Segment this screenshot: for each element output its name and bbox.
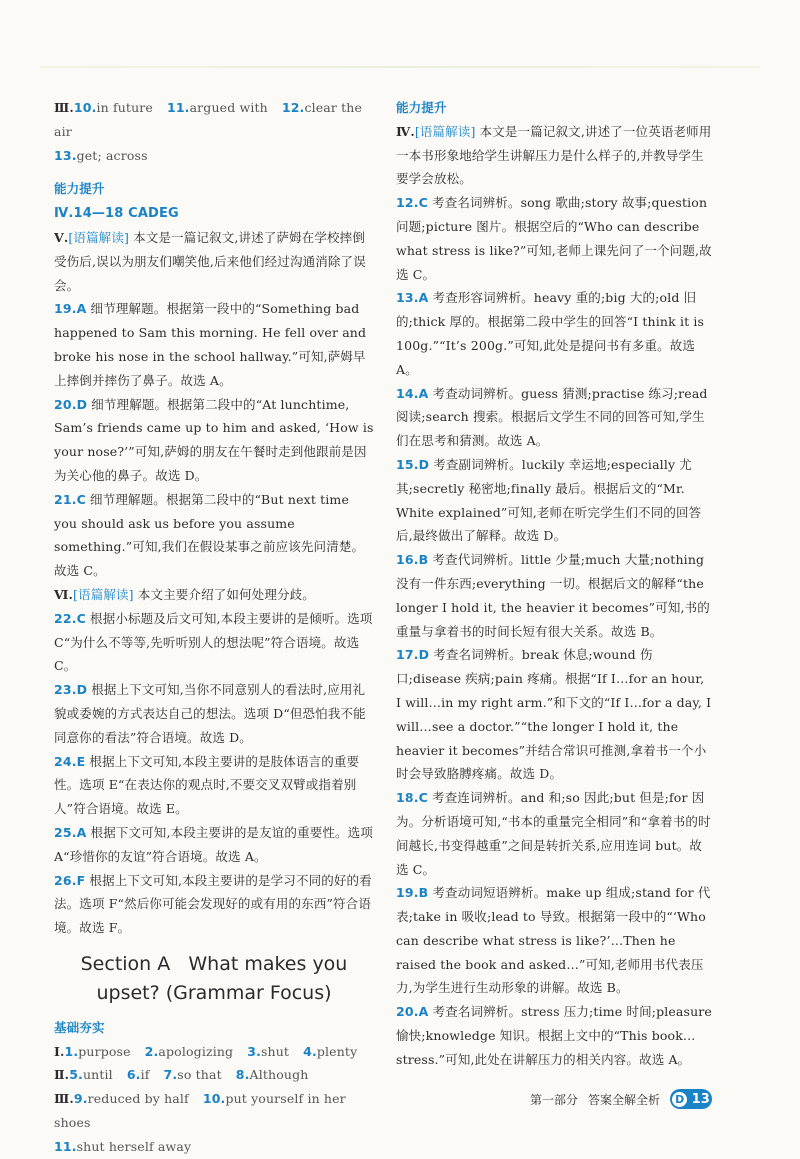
answer-12: 12.C 考查名词辨析。song 歌曲;story 故事;question 问题;picture 图片。根据空后的“Who can describe what stress is like?”可知,老师上课先问了一个问题,故选 C。 (396, 195, 712, 282)
vi-intro: Ⅵ.[语篇解读] 本文主要介绍了如何处理分歧。 (54, 586, 315, 602)
page-number: 13 (691, 1091, 710, 1107)
iv-intro: Ⅳ.[语篇解读] 本文是一篇记叙文,讲述了一位英语老师用一本书形象地给学生讲解压力是什么样子的,并教导学生要学会放松。 (396, 123, 712, 187)
answer-23: 23.D 根据上下文可知,当你不同意别人的看法时,应用礼貌或委婉的方式表达自己的想法。选项 D“但恐怕我不能同意你的看法”符合语境。故选 D。 (54, 682, 366, 745)
answer-row-iii: Ⅲ.10.in future 11.argued with 12.clear the air (54, 100, 363, 139)
answer-20: 20.D 细节理解题。根据第二段中的“At lunchtime, Sam’s friends came up to him and asked, ‘How is your nose?’”可知,萨姆的朋友在午餐时走到他跟前是因为关心他的鼻子。故选 D。 (54, 396, 374, 483)
answer-row-13: 13.get; across (54, 147, 148, 163)
v-intro: Ⅴ.[语篇解读] 本文是一篇记叙文,讲述了萨姆在学校摔倒受伤后,误以为朋友们嘲笑他,后来他们经过沟通消除了误会。 (54, 229, 366, 293)
answer-15: 15.D 考查副词辨析。luckily 幸运地;especially 尤其;secretly 秘密地;finally 最后。根据后文的“Mr. White explained”可知,老师在听完学生们不同的回答后,最终做出了解释。故选 D。 (396, 456, 702, 544)
answer-13: 13.A 考查形容词辨析。heavy 重的;big 大的;old 旧的;thick 厚的。根据第二段中学生的回答“I think it is 100g.”“It’s 200g.”可知,此处是提问书有多重。故选 A。 (396, 290, 705, 377)
heading-basic: 基础夯实 (54, 1019, 105, 1035)
answer-19-right: 19.B 考查动词短语辨析。make up 组成;stand for 代表;take in 吸收;lead to 导致。根据第一段中的“‘Who can describe what stress is like?’…Then he raised the book and asked…”可知,老师用书代表压力,为学生进行生动形象的讲解。故选 B。 (396, 885, 711, 996)
section-title: Section A What makes you upset? (Grammar Focus) (80, 952, 348, 1004)
answer-26: 26.F 根据上下文可知,本段主要讲的是学习不同的好的看法。选项 F“然后你可能会发现好的或有用的东西”符合语境。故选 F。 (54, 872, 372, 936)
heading-ability-right: 能力提升 (396, 100, 447, 115)
answer-24: 24.E 根据上下文可知,本段主要讲的是肢体语言的重要性。选项 E“在表达你的观点时,不要交叉双臂或指着别人”符合语境。故选 E。 (54, 753, 360, 817)
answer-row-iii-2: Ⅲ.9.reduced by half 10.put yourself in her shoes (54, 1091, 346, 1131)
answer-14: 14.A 考查动词辨析。guess 猜测;practise 练习;read 阅读;search 搜索。根据后文学生不同的回答可知,学生们在思考和猜测。故选 A。 (396, 385, 708, 449)
heading-ability: 能力提升 (54, 181, 105, 197)
right-column (396, 96, 712, 1072)
answer-row-i: Ⅰ.1.purpose 2.apologizing 3.shut 4.plenty (54, 1043, 358, 1059)
answer-20-right: 20.A 考查名词辨析。stress 压力;time 时间;pleasure 愉快;knowledge 知识。根据上文中的“This book…stress.”可知,此处在讲解压力的相关内容。故选 A。 (396, 1004, 712, 1067)
left-column (54, 96, 374, 1159)
answer-19: 19.A 细节理解题。根据第一段中的“Something bad happened to Sam this morning. He fell over and broke his nose in the school hallway.”可知,萨姆早上摔倒并摔伤了鼻子。故选 A。 (54, 301, 367, 388)
answer-22: 22.C 根据小标题及后文可知,本段主要讲的是倾听。选项 C“为什么不等等,先听听别人的想法呢”符合语境。故选 C。 (54, 610, 373, 674)
page-number-badge (670, 1089, 712, 1109)
answer-21: 21.C 细节理解题。根据第二段中的“But next time you should ask us before you assume something.”可知,我们在假设某事之前应该先问清楚。故选 C。 (54, 491, 365, 579)
footer-caption: 第一部分 答案全解全析 (529, 1093, 660, 1107)
top-rule (40, 66, 760, 68)
answer-17: 17.D 考查名词辨析。break 休息;wound 伤口;disease 疾病;pain 疼痛。根据“If I…for an hour, I will…in my right arm.”和下文的“If I…for a day, I will…see a doctor.”“the longer I hold it, the heavier it becomes”并结合常识可推测,拿着书一个小时会导致胳膊疼痛。故选 D。 (396, 647, 712, 782)
answer-row-11: 11.shut herself away (54, 1138, 192, 1154)
answer-18: 18.C 考查连词辨析。and 和;so 因此;but 但是;for 因为。分析语境可知,“书本的重量完全相同”和“拿着书的时间越长,书变得越重”之间是转折关系,应用连词 but。故选 C。 (396, 790, 711, 877)
section-letter: D (672, 1092, 687, 1107)
answer-row-ii: Ⅱ.5.until 6.if 7.so that 8.Although (54, 1067, 309, 1083)
answer-25: 25.A 根据下文可知,本段主要讲的是友谊的重要性。选项 A“珍惜你的友谊”符合语境。故选 A。 (54, 824, 373, 864)
iv-answers: Ⅳ.14—18 CADEG (54, 206, 179, 222)
answer-16: 16.B 考查代词辨析。little 少量;much 大量;nothing 没有一件东西;everything 一切。根据后文的解释“the longer I hold it, the heavier it becomes”可知,书的重量与拿着书的时间长短有很大关系。故选 B。 (396, 552, 710, 639)
